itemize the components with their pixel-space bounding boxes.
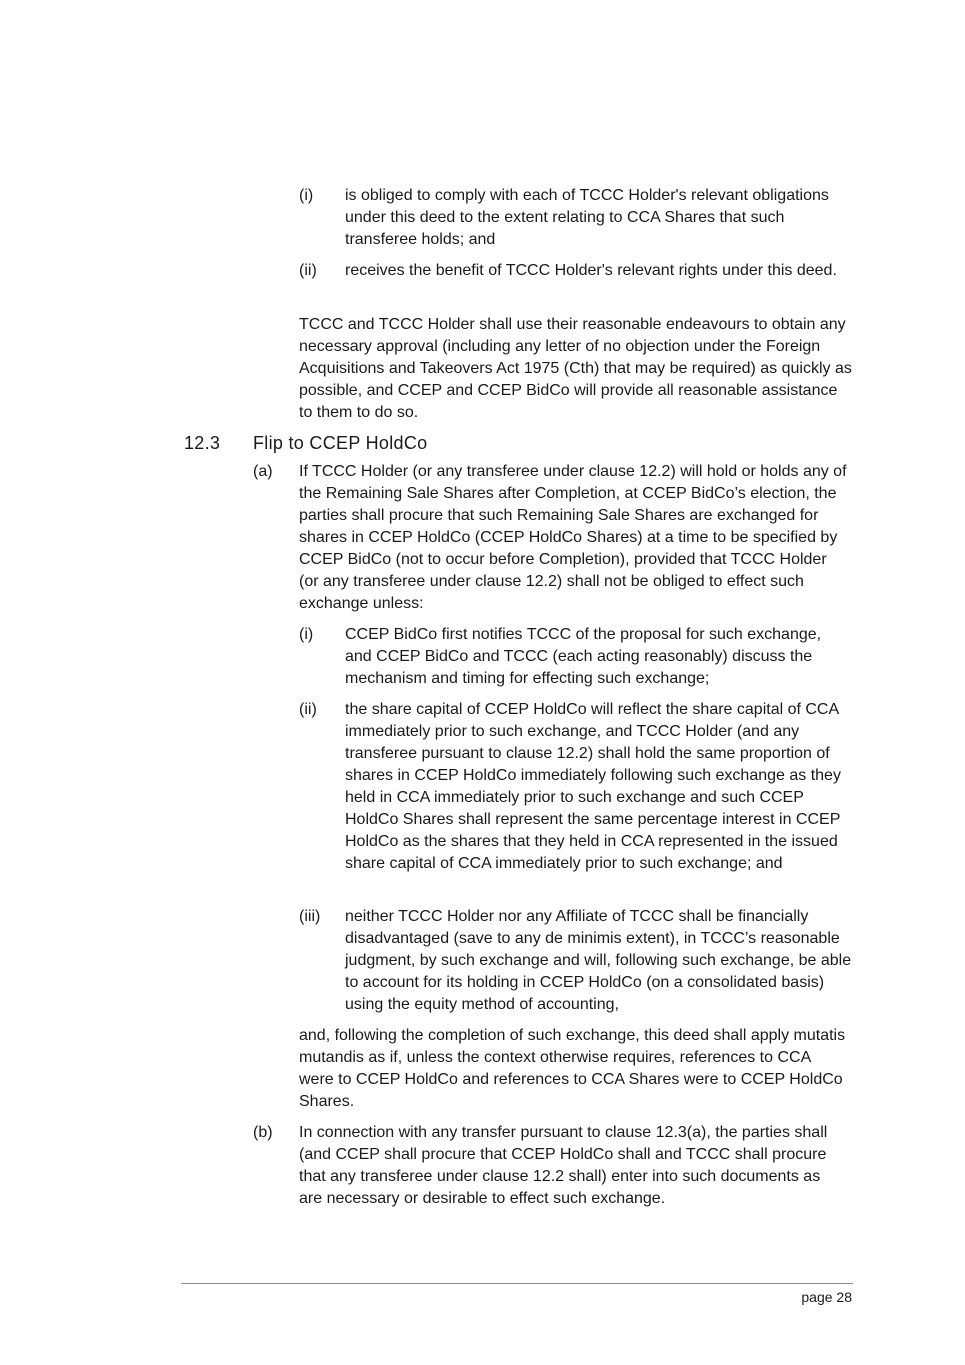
clause-a-label: (a) xyxy=(253,463,273,480)
page-number: page 28 xyxy=(801,1289,852,1305)
clause-a-closing: and, following the completion of such exchange, this deed shall apply mutatis mutandis as if, unless the context otherwise requires, references to CCA were to CCEP HoldCo and references to CCA Shares were to CCEP HoldCo Shares. xyxy=(299,1027,846,1110)
item-i-label: (i) xyxy=(299,187,314,204)
section-number: 12.3 xyxy=(184,433,221,453)
clause-a-sub-ii-text: the share capital of CCEP HoldCo will reflect the share capital of CCA immediately prior to such exchange, and TCCC Holder (and any transferee pursuant to clause 12.2) shall hold the same proportion of shares in CCEP HoldCo immediately following such exchange as they held in CCA immediately prior to such exchange and such CCEP HoldCo Shares shall represent the same percentage interest in CCEP HoldCo as the shares that they held in CCA represented in the issued share capital of CCA immediately prior to such exchange; and xyxy=(345,701,841,872)
clause-b-label: (b) xyxy=(253,1124,273,1141)
clause-a-sub-ii-label: (ii) xyxy=(299,701,317,718)
clause-a-sub-i-label: (i) xyxy=(299,626,314,643)
item-ii-text: receives the benefit of TCCC Holder's relevant rights under this deed. xyxy=(345,262,837,279)
footer-divider xyxy=(181,1283,853,1284)
clause-a-sub-i-text: CCEP BidCo first notifies TCCC of the proposal for such exchange, and CCEP BidCo and TCCC (each acting reasonably) discuss the mechanism and timing for effecting such exchange; xyxy=(345,626,822,687)
item-ii-label: (ii) xyxy=(299,262,317,279)
clause-a-sub-iii-label: (iii) xyxy=(299,908,321,925)
section-title: Flip to CCEP HoldCo xyxy=(253,433,428,453)
clause-a-text: If TCCC Holder (or any transferee under clause 12.2) will hold or holds any of the Remaining Sale Shares after Completion, at CCEP BidCo’s election, the parties shall procure that such Remaining Sale Shares are exchanged for shares in CCEP HoldCo (CCEP HoldCo Shares) at a time to be specified by CCEP BidCo (not to occur before Completion), provided that TCCC Holder (or any transferee under clause 12.2) shall not be obliged to effect such exchange unless: xyxy=(299,463,847,612)
clause-b-text: In connection with any transfer pursuant to clause 12.3(a), the parties shall (and CCEP shall procure that CCEP HoldCo shall and TCCC shall procure that any transferee under clause 12.2 shall) enter into such documents as are necessary or desirable to effect such exchange. xyxy=(299,1124,828,1207)
approval-paragraph: TCCC and TCCC Holder shall use their reasonable endeavours to obtain any necessary approval (including any letter of no objection under the Foreign Acquisitions and Takeovers Act 1975 (Cth) that may be required) as quickly as possible, and CCEP and CCEP BidCo will provide all reasonable assistance to them to do so. xyxy=(299,316,852,421)
item-i-text: is obliged to comply with each of TCCC Holder's relevant obligations under this deed to the extent relating to CCA Shares that such transferee holds; and xyxy=(345,187,829,248)
clause-a-sub-iii-text: neither TCCC Holder nor any Affiliate of TCCC shall be financially disadvantaged (save to any de minimis extent), in TCCC’s reasonable judgment, by such exchange and will, following such exchange, be able to account for its holding in CCEP HoldCo (on a consolidated basis) using the equity method of accounting, xyxy=(345,908,852,1013)
